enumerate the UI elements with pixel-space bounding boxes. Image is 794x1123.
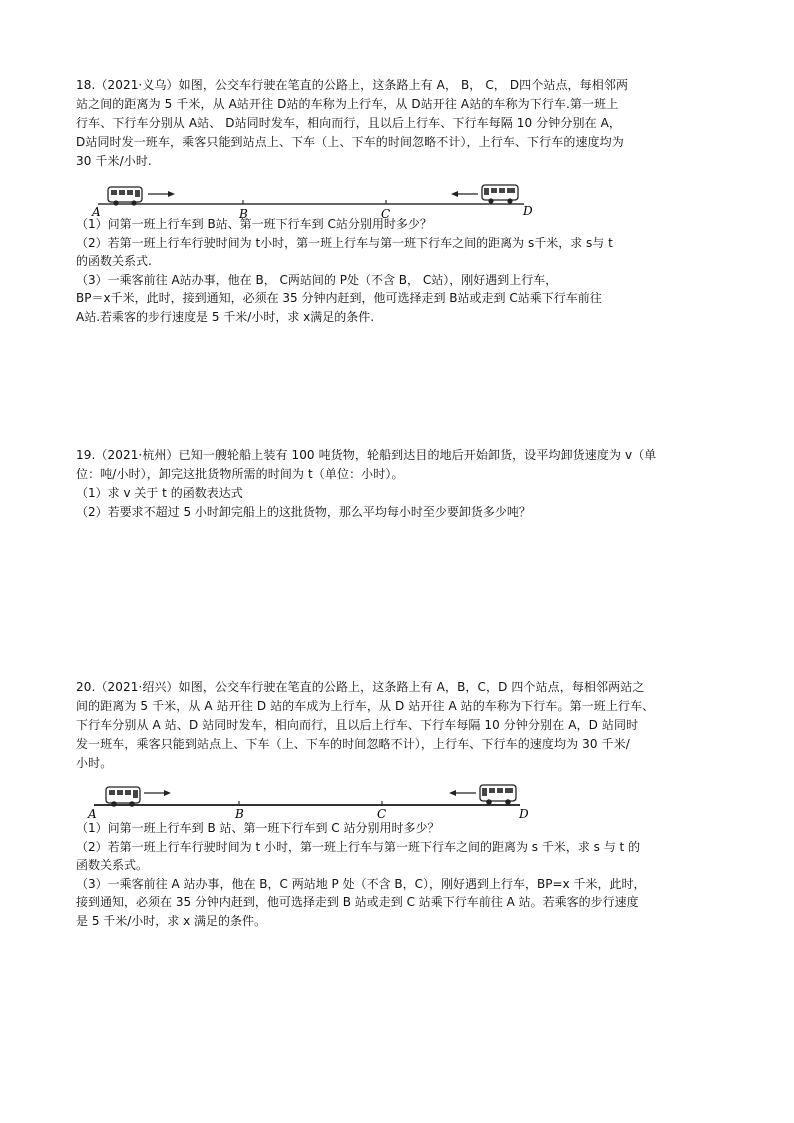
problem-18-intro-line: 18.（2021·义乌）如图，公交车行驶在笔直的公路上，这条路上有 A， B， C， D四个站点，每相邻两 xyxy=(76,78,629,92)
bus-icon-downbound xyxy=(482,185,518,204)
problem-18-intro-line: D站同时发一班车，乘客只能到站点上、下车（上、下车的时间忽略不计），上行车、下行车的速度均为 xyxy=(76,135,624,149)
road-diagram-20 xyxy=(76,775,722,819)
problem-18 xyxy=(76,76,722,326)
road-diagram-20-svg xyxy=(76,775,536,819)
problem-20-intro-line: 发一班车，乘客只能到站点上、下车（上、下车的时间忽略不计），上行车、下行车的速度均为 30 千米/ xyxy=(76,737,630,751)
problem-20-intro-line: 下行车分别从 A 站、D 站同时发车，相向而行，且以后上行车、下行车每隔 10 分钟分别在 A，D 站同时 xyxy=(76,718,639,732)
bus-icon-upbound xyxy=(108,187,142,206)
problem-20-question-2-cont: 函数关系式。 xyxy=(76,858,149,872)
station-label-a: A xyxy=(88,807,97,821)
arrow-left-icon xyxy=(451,191,478,197)
station-label-a: A xyxy=(92,205,101,219)
road-diagram-18 xyxy=(76,177,722,221)
station-label-d: D xyxy=(519,807,529,821)
problem-20-question-1: （1）问第一班上行车到 B 站、第一班下行车到 C 站分别用时多少？ xyxy=(76,821,440,835)
problem-19-line: 位：吨/小时），卸完这批货物所需的时间为 t（单位：小时）。 xyxy=(76,467,404,481)
problem-20-intro-line: 20.（2021·绍兴）如图，公交车行驶在笔直的公路上，这条路上有 A，B，C，D 四个站点，每相邻两站之 xyxy=(76,680,645,694)
problem-20-question-3-cont: 是 5 千米/小时，求 x 满足的条件。 xyxy=(76,913,267,928)
problem-20-intro-line: 间的距离为 5 千米，从 A 站开往 D 站的车成为上行车，从 D 站开往 A 站的车称为下行车。第一班上行车、 xyxy=(76,699,655,713)
problem-18-question-3: （3）一乘客前往 A站办事，他在 B， C两站间的 P处（不含 B， C站），刚好遇到上行车， xyxy=(76,272,558,287)
bus-icon-upbound xyxy=(106,787,140,807)
problem-19 xyxy=(76,446,722,521)
problem-19-line: 19.（2021·杭州）已知一艘轮船上装有 100 吨货物，轮船到达目的地后开始卸货，设平均卸货速度为 v（单 xyxy=(76,448,657,462)
problem-20-question-2: （2）若第一班上行车行驶时间为 t 小时，第一班上行车与第一班下行车之间的距离为 s 千米，求 s 与 t 的 xyxy=(76,839,641,854)
station-label-d: D xyxy=(523,204,533,218)
arrow-right-icon xyxy=(144,790,171,796)
station-label-c: C xyxy=(381,207,391,221)
problem-18-question-3-cont: BP＝x千米，此时，接到通知，必须在 35 分钟内赶到，他可选择走到 B站或走到 C站乘下行车前往 xyxy=(76,291,602,305)
problem-18-intro-line: 行车、下行车分别从 A站、 D站同时发车，相向而行，且以后上行车、下行车每隔 10 分钟分别在 A， xyxy=(76,116,622,130)
station-label-c: C xyxy=(377,807,387,821)
problem-19-question-2: （2）若要求不超过 5 小时卸完船上的这批货物，那么平均每小时至少要卸货多少吨？ xyxy=(76,504,531,519)
problem-20-question-3-cont: 接到通知，必须在 35 分钟内赶到，他可选择走到 B 站或走到 C 站乘下行车前往 A 站。若乘客的步行速度 xyxy=(76,895,639,909)
problem-18-question-3-cont: A站.若乘客的步行速度是 5 千米/小时，求 x满足的条件. xyxy=(76,309,375,324)
problem-20 xyxy=(76,678,722,930)
bus-icon-downbound xyxy=(480,785,516,805)
problem-20-intro-line: 小时。 xyxy=(76,756,113,770)
problem-20-question-3: （3）一乘客前往 A 站办事，他在 B，C 两站地 P 处（不含 B，C），刚好遇到上行车，BP=x 千米，此时， xyxy=(76,876,646,891)
problem-18-intro-line: 站之间的距离为 5 千米，从 A站开往 D站的车称为上行车，从 D站开往 A站的车称为下行车.第一班上 xyxy=(76,97,619,111)
problem-19-question-1: （1）求 v 关于 t 的函数表达式 xyxy=(76,486,243,500)
problem-18-question-2-cont: 的函数关系式. xyxy=(76,254,152,268)
problem-18-question-2: （2）若第一班上行车行驶时间为 t小时，第一班上行车与第一班下行车之间的距离为 s千米，求 s与 t xyxy=(76,235,613,250)
problem-18-intro-line: 30 千米/小时. xyxy=(76,154,152,168)
arrow-left-icon xyxy=(449,790,476,796)
station-label-b: B xyxy=(235,807,244,821)
road-diagram-18-svg xyxy=(76,177,536,221)
problem-18-question-1: （1）问第一班上行车到 B站、第一班下行车到 C站分别用时多少？ xyxy=(76,217,432,231)
station-label-b: B xyxy=(239,207,248,221)
arrow-right-icon xyxy=(148,191,175,197)
